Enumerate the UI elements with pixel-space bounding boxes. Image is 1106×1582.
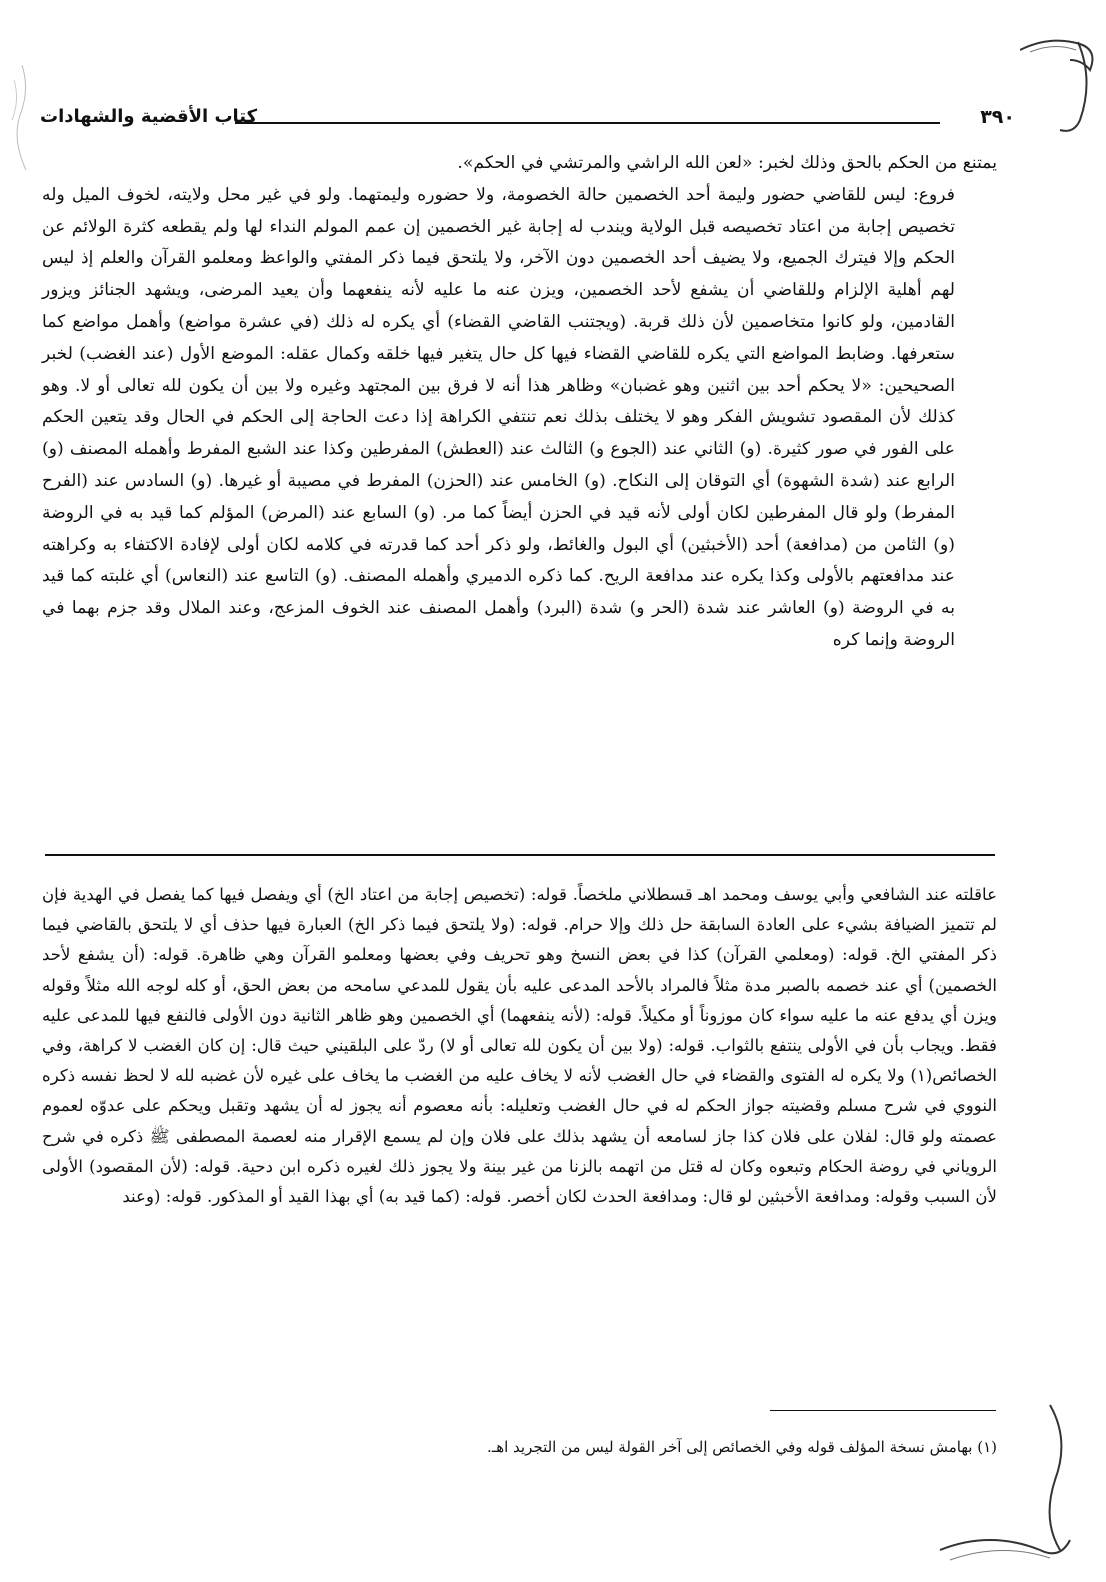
corner-ornament-bottom bbox=[930, 1400, 1080, 1570]
corner-ornament-top bbox=[1020, 30, 1100, 140]
text-separator-rule bbox=[45, 854, 995, 856]
footnote: (١) بهامش نسخة المؤلف قوله وفي الخصائص إلى آخر القولة ليس من التجريد اهـ. bbox=[487, 1438, 997, 1456]
page-number: ٣٩٠ bbox=[980, 106, 1015, 128]
scan-smudge-decoration bbox=[2, 60, 42, 180]
main-paragraph-2: فروع: ليس للقاضي حضور وليمة أحد الخصمين حالة الخصومة، ولا حضوره وليمتهما. ولو في غير محل ولايته، لخوف الميل وله تخصيص إجابة من اعتاد تخصيصه قبل الولاية ويندب له إجابة غير الخصمين إن عمم المولم النداء لها ولم يقطعه كثرة الولائم عن الحكم وإلا فيترك الجميع، ولا يضيف أحد الخصمين دون الآخر، ولا يلتحق فيما ذكر المفتي والواعظ ومعلمو القرآن والعلم إذ ليس لهم أهلية الإلزام وللقاضي أن يشفع لأحد الخصمين، ويزن عنه ما عليه لأنه ينفعهما وأن يعيد المرضى، ويشهد الجنائز ويزور القادمين، ولو كانوا متخاصمين لأن ذلك قربة. (ويجتنب القاضي القضاء) أي يكره له ذلك (في عشرة مواضع) وأهمل مواضع كما ستعرفها. وضابط المواضع التي يكره للقاضي القضاء فيها كل حال يتغير فيها خلقه وكمال عقله: الموضع الأول (عند الغضب) لخبر الصحيحين: «لا يحكم أحد بين اثنين وهو غضبان» وظاهر هذا أنه لا فرق بين المجتهد وغيره ولا بين أن يكون لله تعالى أو لا. وهو كذلك لأن المقصود تشويش الفكر وهو لا يختلف بذلك نعم تنتفي الكراهة إذا دعت الحاجة إلى الحكم في الحال وقد يتعين الحكم على الفور في صور كثيرة. (و) الثاني عند (الجوع و) الثالث عند (العطش) المفرطين وكذا عند الشبع المفرط وأهمله المصنف (و) الرابع عند (شدة الشهوة) أي التوقان إلى النكاح. (و) الخامس عند (الحزن) المفرط في مصيبة أو غيرها. (و) السادس عند (الفرح المفرط) ولو قال المفرطين لكان أولى لأنه قيد في الحزن أيضاً كما مر. (و) السابع عند (المرض) المؤلم كما قيد به في الروضة (و) الثامن من (مدافعة) أحد (الأخبثين) أي البول والغائط، ولو ذكر أحد كما قدرته في كلامه لكان أولى لإفادة الاكتفاء به وكراهته عند مدافعتهم بالأولى وكذا يكره عند مدافعة الريح. كما ذكره الدميري وأهمله المصنف. (و) التاسع عند (النعاس) أي غلبته كما قيد به في الروضة (و) العاشر عند شدة (الحر و) شدة (البرد) وأهمل المصنف عند الخوف المزعج، وعند الملال وقد جزم بهما في الروضة وإنما كره bbox=[42, 184, 955, 650]
footnote-rule bbox=[770, 1410, 996, 1411]
running-title: كتاب الأقضية والشهادات bbox=[40, 106, 258, 127]
main-paragraph-1: يمتنع من الحكم بالحق وذلك لخبر: «لعن الله الراشي والمرتشي في الحكم». bbox=[457, 153, 997, 173]
commentary-text bbox=[42, 880, 997, 1212]
header-rule bbox=[235, 122, 940, 124]
page-header bbox=[40, 104, 1015, 136]
commentary-paragraph: عاقلته عند الشافعي وأبي يوسف ومحمد اهـ قسطلاني ملخصاً. قوله: (تخصيص إجابة من اعتاد الخ) أي ويفصل فيها كما يفصل في الهدية فإن لم تتميز الضيافة بشيء على العادة السابقة حل ذلك وإلا حرام. قوله: (ولا يلتحق فيما ذكر الخ) العبارة فيها حذف أي لا يلتحق بالقاضي فيما ذكر المفتي الخ. قوله: (ومعلمي القرآن) كذا في بعض النسخ وهو تحريف وفي بعضها ومعلمو القرآن وهي ظاهرة. قوله: (أن يشفع لأحد الخصمين) أي عند خصمه بالصبر مدة مثلاً فالمراد بالأحد المدعى عليه بأن يقول للمدعي سامحه من بعض الحق، أو كله لوجه الله مثلاً وقوله ويزن أي يدفع عنه ما عليه سواء كان موزوناً أو مكيلاً. قوله: (لأنه ينفعهما) أي الخصمين وهو ظاهر الثانية دون الأولى فالنفع فيها للمدعى عليه فقط. ويجاب بأن في الأولى ينتفع بالثواب. قوله: (ولا بين أن يكون لله تعالى أو لا) ردّ على البلقيني حيث قال: إن كان الغضب لا كراهة، وفي الخصائص(١) ولا يكره له الفتوى والقضاء في حال الغضب لأنه لا يخاف عليه من الغضب ما يخاف على غيره لأن غضبه لله لا لحظ نفسه ذكره النووي في شرح مسلم وقضيته جواز الحكم له في حال الغضب وتعليله: بأنه معصوم أنه يجوز له أن يشهد وتقبل ويحكم على عدوّه لعموم عصمته ولو قال: لفلان على فلان كذا جاز لسامعه أن يشهد بذلك على فلان وإن لم يسمع الإقرار منه لعصمة المصطفى ﷺ ذكره في شرح الروياني في روضة الحكام وتبعوه وكان له قتل من اتهمه بالزنا من غير بينة ولا يجوز ذلك لغيره ذكره ابن دحية. قوله: (لأن المقصود) الأولى لأن السبب وقوله: ومدافعة الأخبثين لو قال: ومدافعة الحدث لكان أخصر. قوله: (كما قيد به) أي بهذا القيد أو المذكور. قوله: (وعند bbox=[42, 885, 998, 1207]
main-text bbox=[42, 148, 997, 657]
